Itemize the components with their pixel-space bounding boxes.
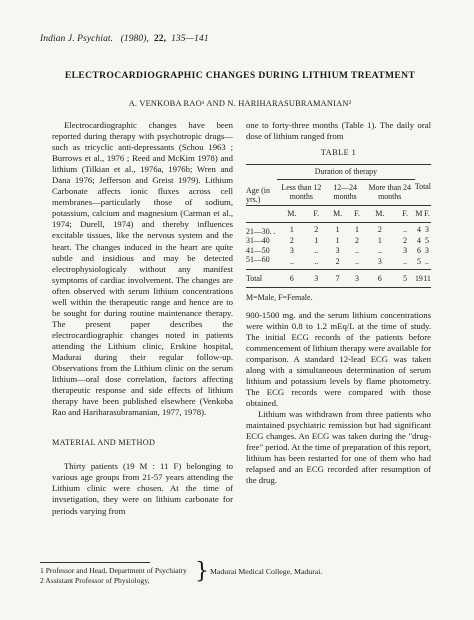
table-cell: .. xyxy=(355,245,359,255)
sex-header: F. xyxy=(395,205,415,222)
journal-volume: 22, xyxy=(153,34,167,44)
age-cell: 21—30. . xyxy=(246,226,276,236)
table-cell: 1 xyxy=(355,224,359,234)
table-cell: 2 xyxy=(326,255,350,269)
intro-paragraph: Electrocardiographic changes have been reported during therapy with psychotropic drugs—such as tricyclic anti-depressants (Schou 1963 ; Burrows et al., 1976 ; Reed and McKim 1978) and lithium (Tilkian et al., 1976a, 1976b; Wren and Dana 1976; Jefferson and Greist 1979). Lithium Carbonate affects ionic fluxes across cell membranes—particularly those of sodium, potassium, calcium and magnesium (Carman et al., 1974; Durell, 1974) and thereby influences excitable tissues, like the nervous system and the heart. The changes induced in the heart are quite subtle and insidious and may be detected electrophysiologicaly without any manifest symptoms of cardiac involvement. The changes are often observed with serum lithium concentrations well within the therapeutic range and hence are to be sought for during routine maintenance therapy. The present paper describes the electrocardiographic changes noted in patients attending the Lithium clinic, Erskine hospital, Madurai during their regular follow-up. Observations from the Lithium clinic on the serum lithium—oral dose correlation, factors affecting therapeutic response and side effects of lithium therapy have been published elsewhere (Venkoba Rao and Hariharasubramanian, 1977, 1978). xyxy=(52,120,233,418)
total-cell: 11 xyxy=(423,269,431,288)
journal-name: Indian J. Psychiat. xyxy=(40,34,114,44)
footnote-1: 1 Professor and Head, Department of Psychiatry xyxy=(40,566,187,575)
table-cell: 4 xyxy=(416,224,421,234)
sex-header: F. xyxy=(307,205,326,222)
table-cell: 2 xyxy=(314,224,319,234)
table-cell: 1 xyxy=(289,224,294,234)
table-cell: 3 xyxy=(425,245,429,255)
journal-year: (1980), xyxy=(120,34,149,44)
duration-header: Duration of therapy xyxy=(277,165,415,180)
table-cell: 1 xyxy=(335,224,340,234)
table-cell: 1 xyxy=(377,236,382,246)
table-caption: TABLE 1 xyxy=(320,148,357,158)
table-row xyxy=(246,255,431,269)
total-cell: 5 xyxy=(395,269,415,288)
sex-header: M xyxy=(415,205,423,222)
table-cell: 2 xyxy=(355,236,359,246)
table-cell: 3 xyxy=(403,245,408,255)
table-row xyxy=(246,222,431,236)
table-row xyxy=(246,246,431,256)
table-cell: 3 xyxy=(289,245,294,255)
total-cell: 3 xyxy=(349,269,364,288)
table-cell: 2 xyxy=(377,224,382,234)
sex-header: M. xyxy=(277,205,307,222)
section-heading: MATERIAL AND METHOD xyxy=(52,438,156,448)
method-paragraph: Thirty patients (19 M : 11 F) belonging to various age groups from 21-57 years attending the Lithium clinic were chosen. At the time of invsetigation, they were on lithium carbonate for periods varying from xyxy=(52,461,233,516)
table-row xyxy=(246,236,431,246)
table-cell: 6 xyxy=(416,245,421,255)
table-cell: .. xyxy=(395,255,415,269)
age-cell: 31—40 xyxy=(246,236,270,246)
right-paragraph-2: Lithium was withdrawn from three patients who maintained psychiatric remission but had significant ECG changes. An ECG was taken during the "drug-free" period. At the time of preparation of this report, lithium has been restarted for one of them who had relapsed and an ECG recorded after resumption of the drug. xyxy=(246,408,431,486)
table-cell: .. xyxy=(423,255,431,269)
footnote-2: 2 Assistant Professor of Physiology, xyxy=(40,576,150,585)
table-note: M=Male, F=Female. xyxy=(246,293,313,303)
total-label: Total xyxy=(246,269,277,288)
table-cell: 3 xyxy=(425,224,429,234)
running-header xyxy=(40,34,209,44)
table-cell: 1 xyxy=(335,236,340,246)
col-group-total: Total xyxy=(414,182,431,192)
duration-table xyxy=(246,164,431,288)
col-group-gt24: More than 24 months xyxy=(368,182,411,202)
table-cell: 1 xyxy=(314,236,319,246)
table-cell: .. xyxy=(314,245,319,255)
table-cell: .. xyxy=(377,245,382,255)
institution: Madurai Medical College, Madurai. xyxy=(210,567,323,576)
table-cell: 3 xyxy=(365,255,396,269)
article-title: ELECTROCARDIOGRAPHIC CHANGES DURING LITHIUM TREATMENT xyxy=(64,70,416,81)
age-cell: 51—60 xyxy=(246,255,277,269)
sex-header: F. xyxy=(349,205,364,222)
journal-pages: 135—141 xyxy=(171,34,209,44)
age-cell: 41—50 xyxy=(246,245,270,255)
table-cell: .. xyxy=(349,255,364,269)
table-cell: 4 xyxy=(416,236,421,246)
sex-header: M. xyxy=(365,205,396,222)
table-cell: .. xyxy=(307,255,326,269)
col-group-lt12: Less than 12 months xyxy=(281,182,322,202)
sex-header: M. xyxy=(326,205,350,222)
left-column xyxy=(52,120,233,517)
table-cell: 5 xyxy=(415,255,423,269)
footnote-rule xyxy=(40,562,150,563)
total-cell: 19 xyxy=(415,269,423,288)
total-cell: 3 xyxy=(307,269,326,288)
age-header: Age (in yrs.) xyxy=(246,185,270,205)
brace-glyph: } xyxy=(195,559,209,584)
table-cell: .. xyxy=(277,255,307,269)
table-cell: 2 xyxy=(403,236,408,246)
total-cell: 7 xyxy=(326,269,350,288)
sex-header: F. xyxy=(423,205,431,222)
total-row xyxy=(246,269,431,288)
right-top-paragraph: one to forty-three months (Table 1). The daily oral dose of lithium ranged from xyxy=(246,120,431,142)
right-paragraph-1: 900-1500 mg. and the serum lithium concentrations were within 0.8 to 1.2 mEq/L at the time of study. The initial ECG records of the patients before commencement of lithium therapy were available for comparison. A standard 12-lead ECG was taken along with a simultaneous determination of serum lithium and potassium levels by flame photometry. The ECG records were compared with those obtained. xyxy=(246,309,431,408)
table-cell: 5 xyxy=(425,236,429,246)
article-authors: A. VENKOBA RAO¹ AND N. HARIHARASUBRAMANIAN² xyxy=(128,99,352,108)
table-cell: .. xyxy=(403,224,408,234)
total-cell: 6 xyxy=(277,269,307,288)
right-column xyxy=(246,120,431,486)
col-group-12-24: 12—24 months xyxy=(333,182,357,202)
table-cell: 3 xyxy=(335,245,340,255)
table-cell: 2 xyxy=(289,236,294,246)
total-cell: 6 xyxy=(365,269,396,288)
